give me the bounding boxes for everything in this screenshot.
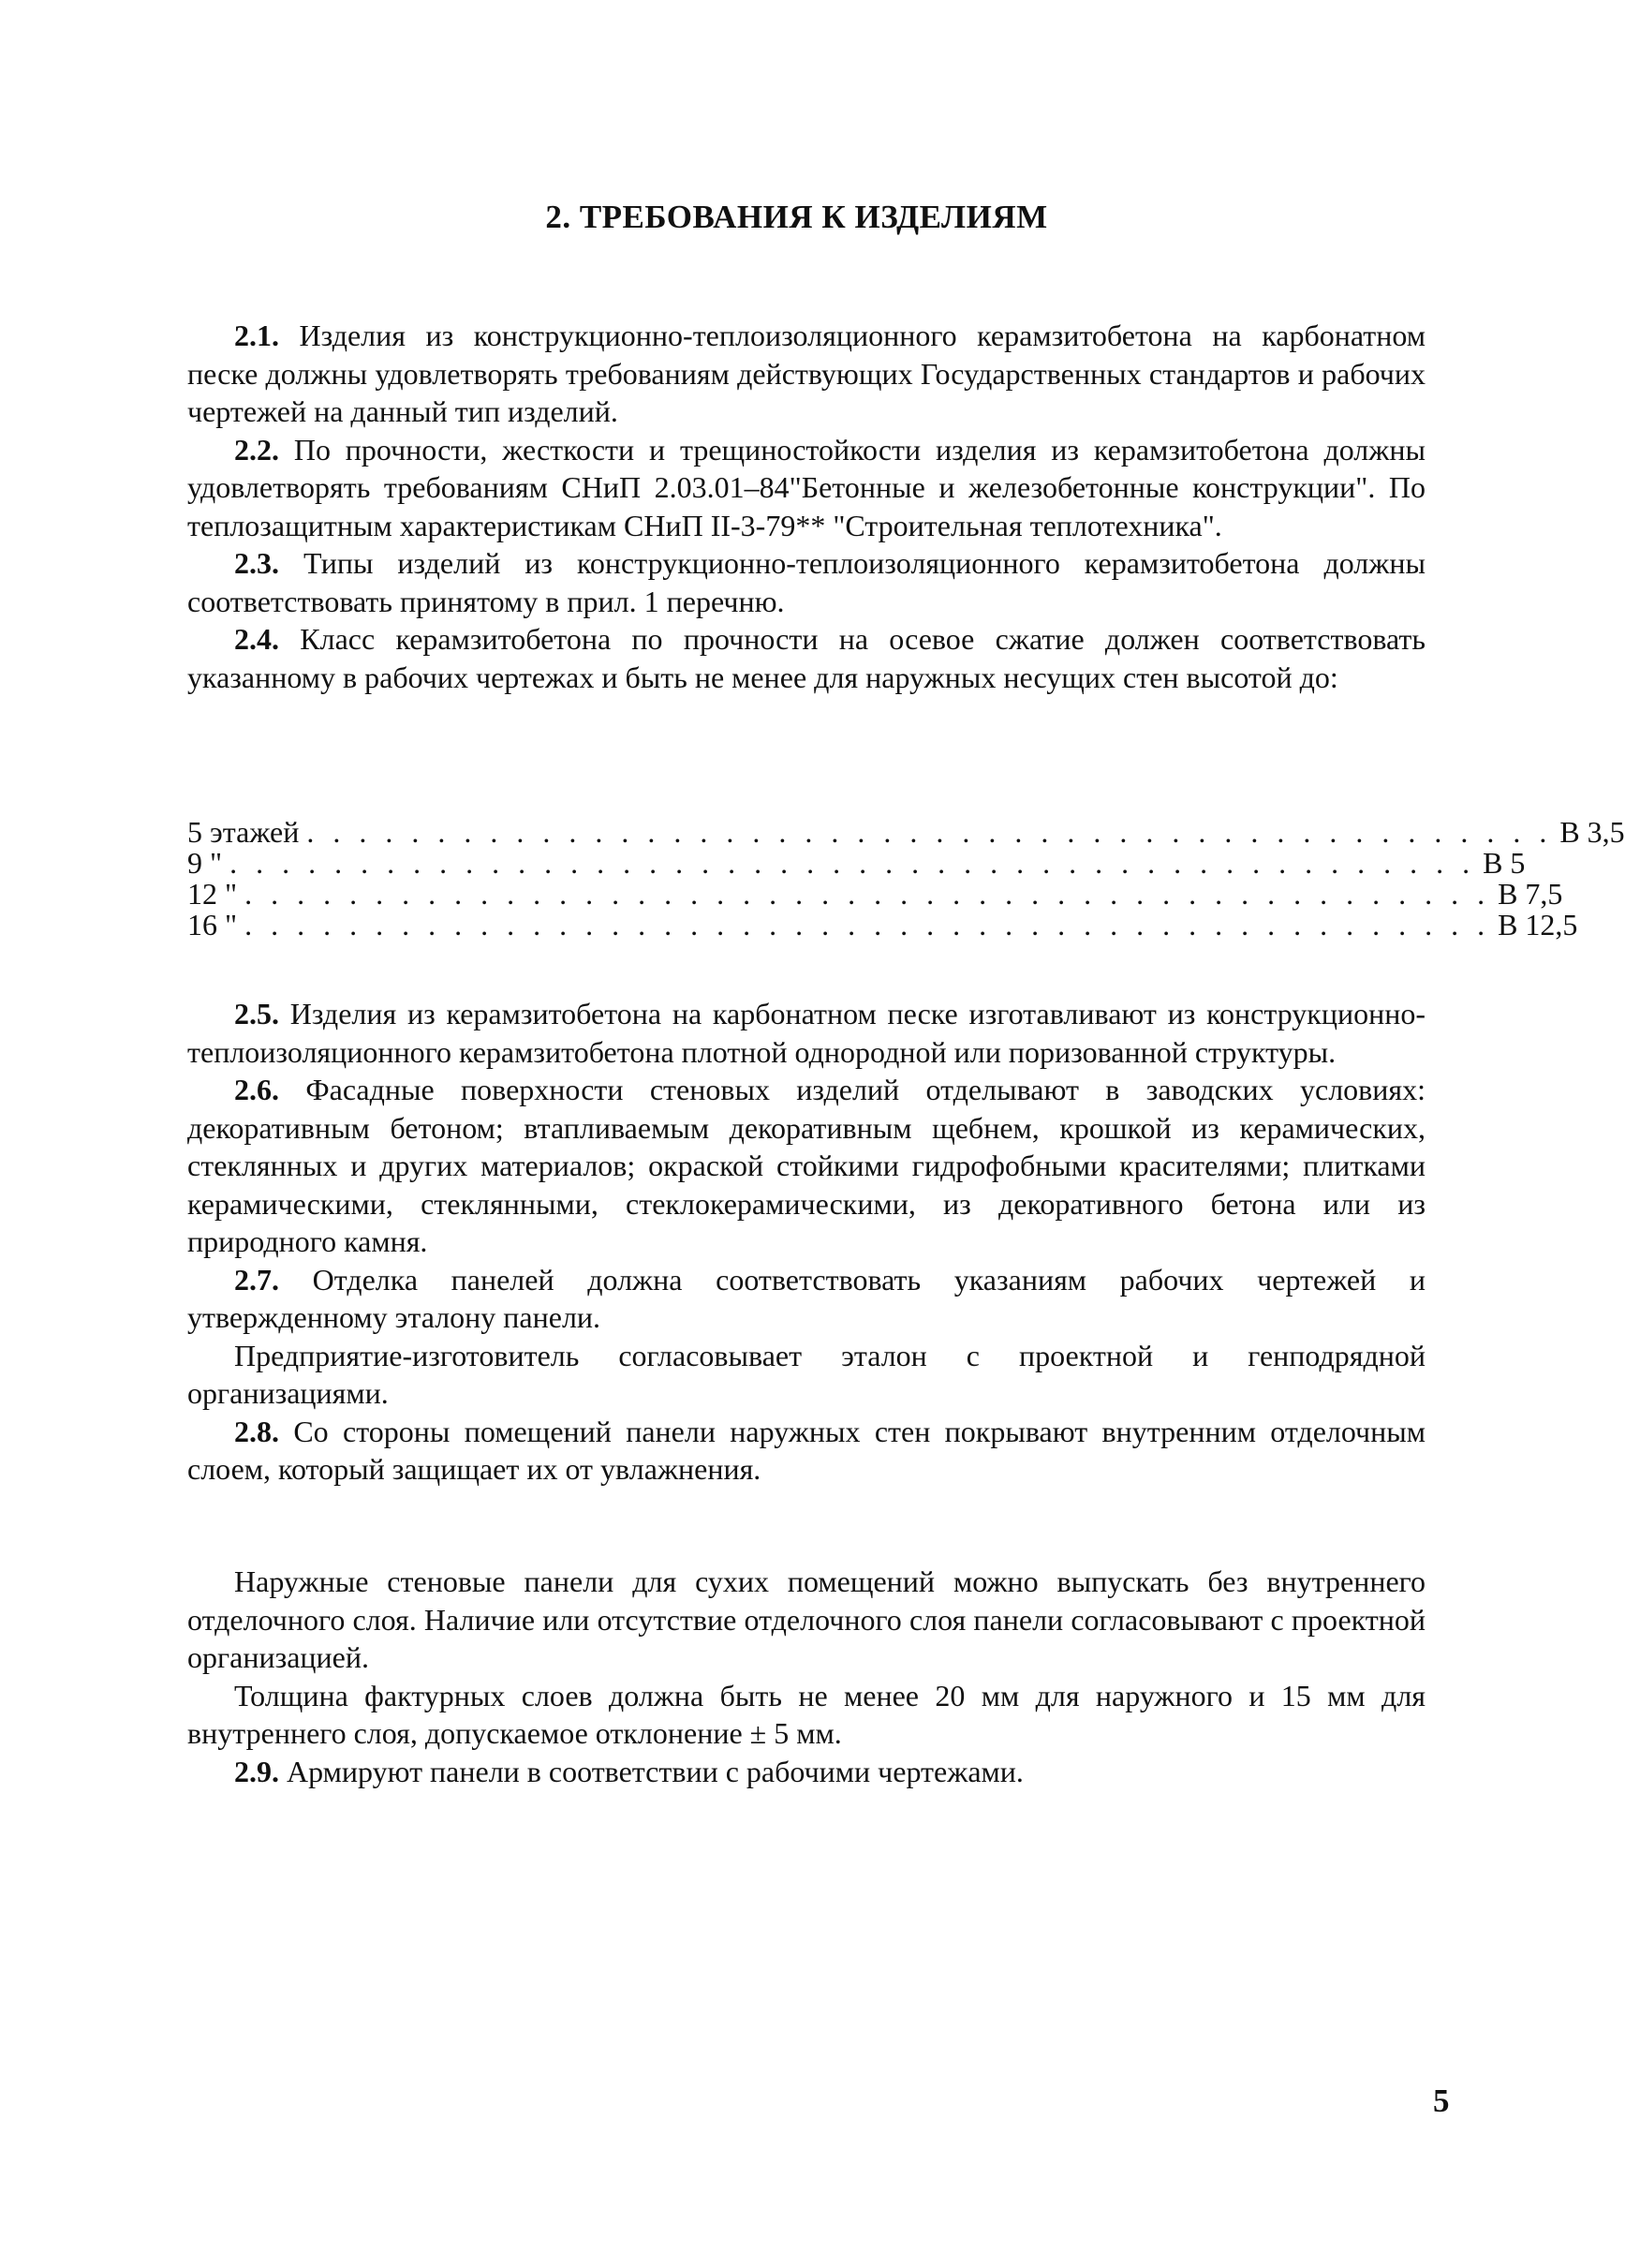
- dot-leader: . . . . . . . . . . . . . . . . . . . . . . . . . . . . . . . . . . . . . . . . . . . . . . . .: [229, 846, 1476, 880]
- paragraph-number: 2.7.: [234, 1262, 279, 1297]
- list-item: [187, 877, 1563, 911]
- paragraph-number: 2.2.: [234, 432, 279, 467]
- concrete-class: В 7,5: [1498, 877, 1563, 911]
- list-item: [187, 815, 1625, 849]
- paragraph-2-1: [187, 317, 1426, 431]
- floors-label: 9 ": [187, 846, 223, 880]
- paragraph-2-3: [187, 544, 1426, 620]
- paragraph-text: Отделка панелей должна соответствовать указаниям рабочих чертежей и утвержденному эталону панели.: [187, 1262, 1426, 1334]
- paragraph-2-6: [187, 1071, 1426, 1261]
- list-item: [187, 846, 1526, 880]
- paragraph-2-8-note-2: [187, 1677, 1426, 1753]
- paragraph-text: Класс керамзитобетона по прочности на осевое сжатие должен соответствовать указанному в рабочих чертежах и быть не менее для наружных несущих стен высотой до:: [187, 622, 1426, 694]
- page-title: 2. ТРЕБОВАНИЯ К ИЗДЕЛИЯМ: [545, 199, 1048, 235]
- dot-leader: . . . . . . . . . . . . . . . . . . . . . . . . . . . . . . . . . . . . . . . . . . . . . . . .: [244, 908, 1491, 941]
- floors-label: 16 ": [187, 908, 238, 941]
- paragraph-text: Предприятие-изготовитель согласовывает эталон с проектной и генподрядной организациями.: [187, 1338, 1426, 1410]
- dot-leader: . . . . . . . . . . . . . . . . . . . . . . . . . . . . . . . . . . . . . . . . . . . . . . . .: [244, 877, 1491, 911]
- paragraph-number: 2.4.: [234, 622, 279, 656]
- paragraph-2-9: [187, 1753, 1426, 1791]
- paragraph-text: По прочности, жесткости и трещиностойкости изделия из керамзитобетона должны удовлетворять требованиям СНиП 2.03.01–84"Бетонные и железобетонные конструкции". По теплозащитным характеристикам СНиП II-3-79** "Строительная теплотехника".: [187, 432, 1426, 542]
- wall-height-class-list: [187, 815, 1625, 941]
- paragraphs-bottom: [187, 1563, 1426, 1790]
- paragraph-number: 2.6.: [234, 1073, 279, 1106]
- list-item: [187, 908, 1578, 941]
- paragraphs-mid: [187, 995, 1426, 1489]
- paragraph-2-8: [187, 1413, 1426, 1489]
- paragraph-2-7: [187, 1261, 1426, 1337]
- page-number: 5: [1433, 2083, 1450, 2119]
- paragraph-number: 2.8.: [234, 1414, 279, 1448]
- paragraph-text: Фасадные поверхности стеновых изделий отделывают в заводских условиях: декоративным бетоном; втапливаемым декоративным щебнем, крошкой из керамических, стеклянных и других материалов; окраской стойкими гидрофобными красителями; плитками керамическими, стеклянными, стеклокерамическими, из декоративного бетона или из природного камня.: [187, 1073, 1426, 1258]
- paragraphs-top: [187, 317, 1426, 696]
- paragraph-text: Со стороны помещений панели наружных стен покрывают внутренним отделочным слоем, который защищает их от увлажнения.: [187, 1414, 1426, 1486]
- paragraph-2-5: [187, 995, 1426, 1071]
- paragraph-2-4: [187, 620, 1426, 696]
- dot-leader: . . . . . . . . . . . . . . . . . . . . . . . . . . . . . . . . . . . . . . . . . . . . . . . .: [306, 815, 1553, 849]
- concrete-class: В 3,5: [1559, 815, 1625, 849]
- paragraph-text: Армируют панели в соответствии с рабочими чертежами.: [287, 1754, 1024, 1788]
- floors-label: 12 ": [187, 877, 238, 911]
- paragraph-text: Изделия из керамзитобетона на карбонатном песке изготавливают из конструкционно-теплоизоляционного керамзитобетона плотной однородной или поризованной структуры.: [187, 997, 1426, 1069]
- paragraph-number: 2.1.: [234, 319, 279, 352]
- paragraph-number: 2.5.: [234, 997, 279, 1030]
- paragraph-number: 2.3.: [234, 546, 279, 580]
- paragraph-2-8-note-1: [187, 1563, 1426, 1677]
- paragraph-text: Изделия из конструкционно-теплоизоляционного керамзитобетона на карбонатном песке должны удовлетворять требованиям действующих Государственных стандартов и рабочих чертежей на данный тип изделий.: [187, 319, 1426, 428]
- paragraph-2-2: [187, 431, 1426, 545]
- paragraph-number: 2.9.: [234, 1754, 279, 1788]
- paragraph-text: Толщина фактурных слоев должна быть не менее 20 мм для наружного и 15 мм для внутреннего слоя, допускаемое отклонение ± 5 мм.: [187, 1678, 1426, 1750]
- floors-label: 5 этажей: [187, 815, 300, 849]
- paragraph-2-7-note: [187, 1337, 1426, 1413]
- concrete-class: В 5: [1483, 846, 1526, 880]
- paragraph-text: Наружные стеновые панели для сухих помещений можно выпускать без внутреннего отделочного слоя. Наличие или отсутствие отделочного слоя панели согласовывают с проектной организацией.: [187, 1564, 1426, 1674]
- paragraph-text: Типы изделий из конструкционно-теплоизоляционного керамзитобетона должны соответствовать принятому в прил. 1 перечню.: [187, 546, 1426, 618]
- concrete-class: В 12,5: [1498, 908, 1578, 941]
